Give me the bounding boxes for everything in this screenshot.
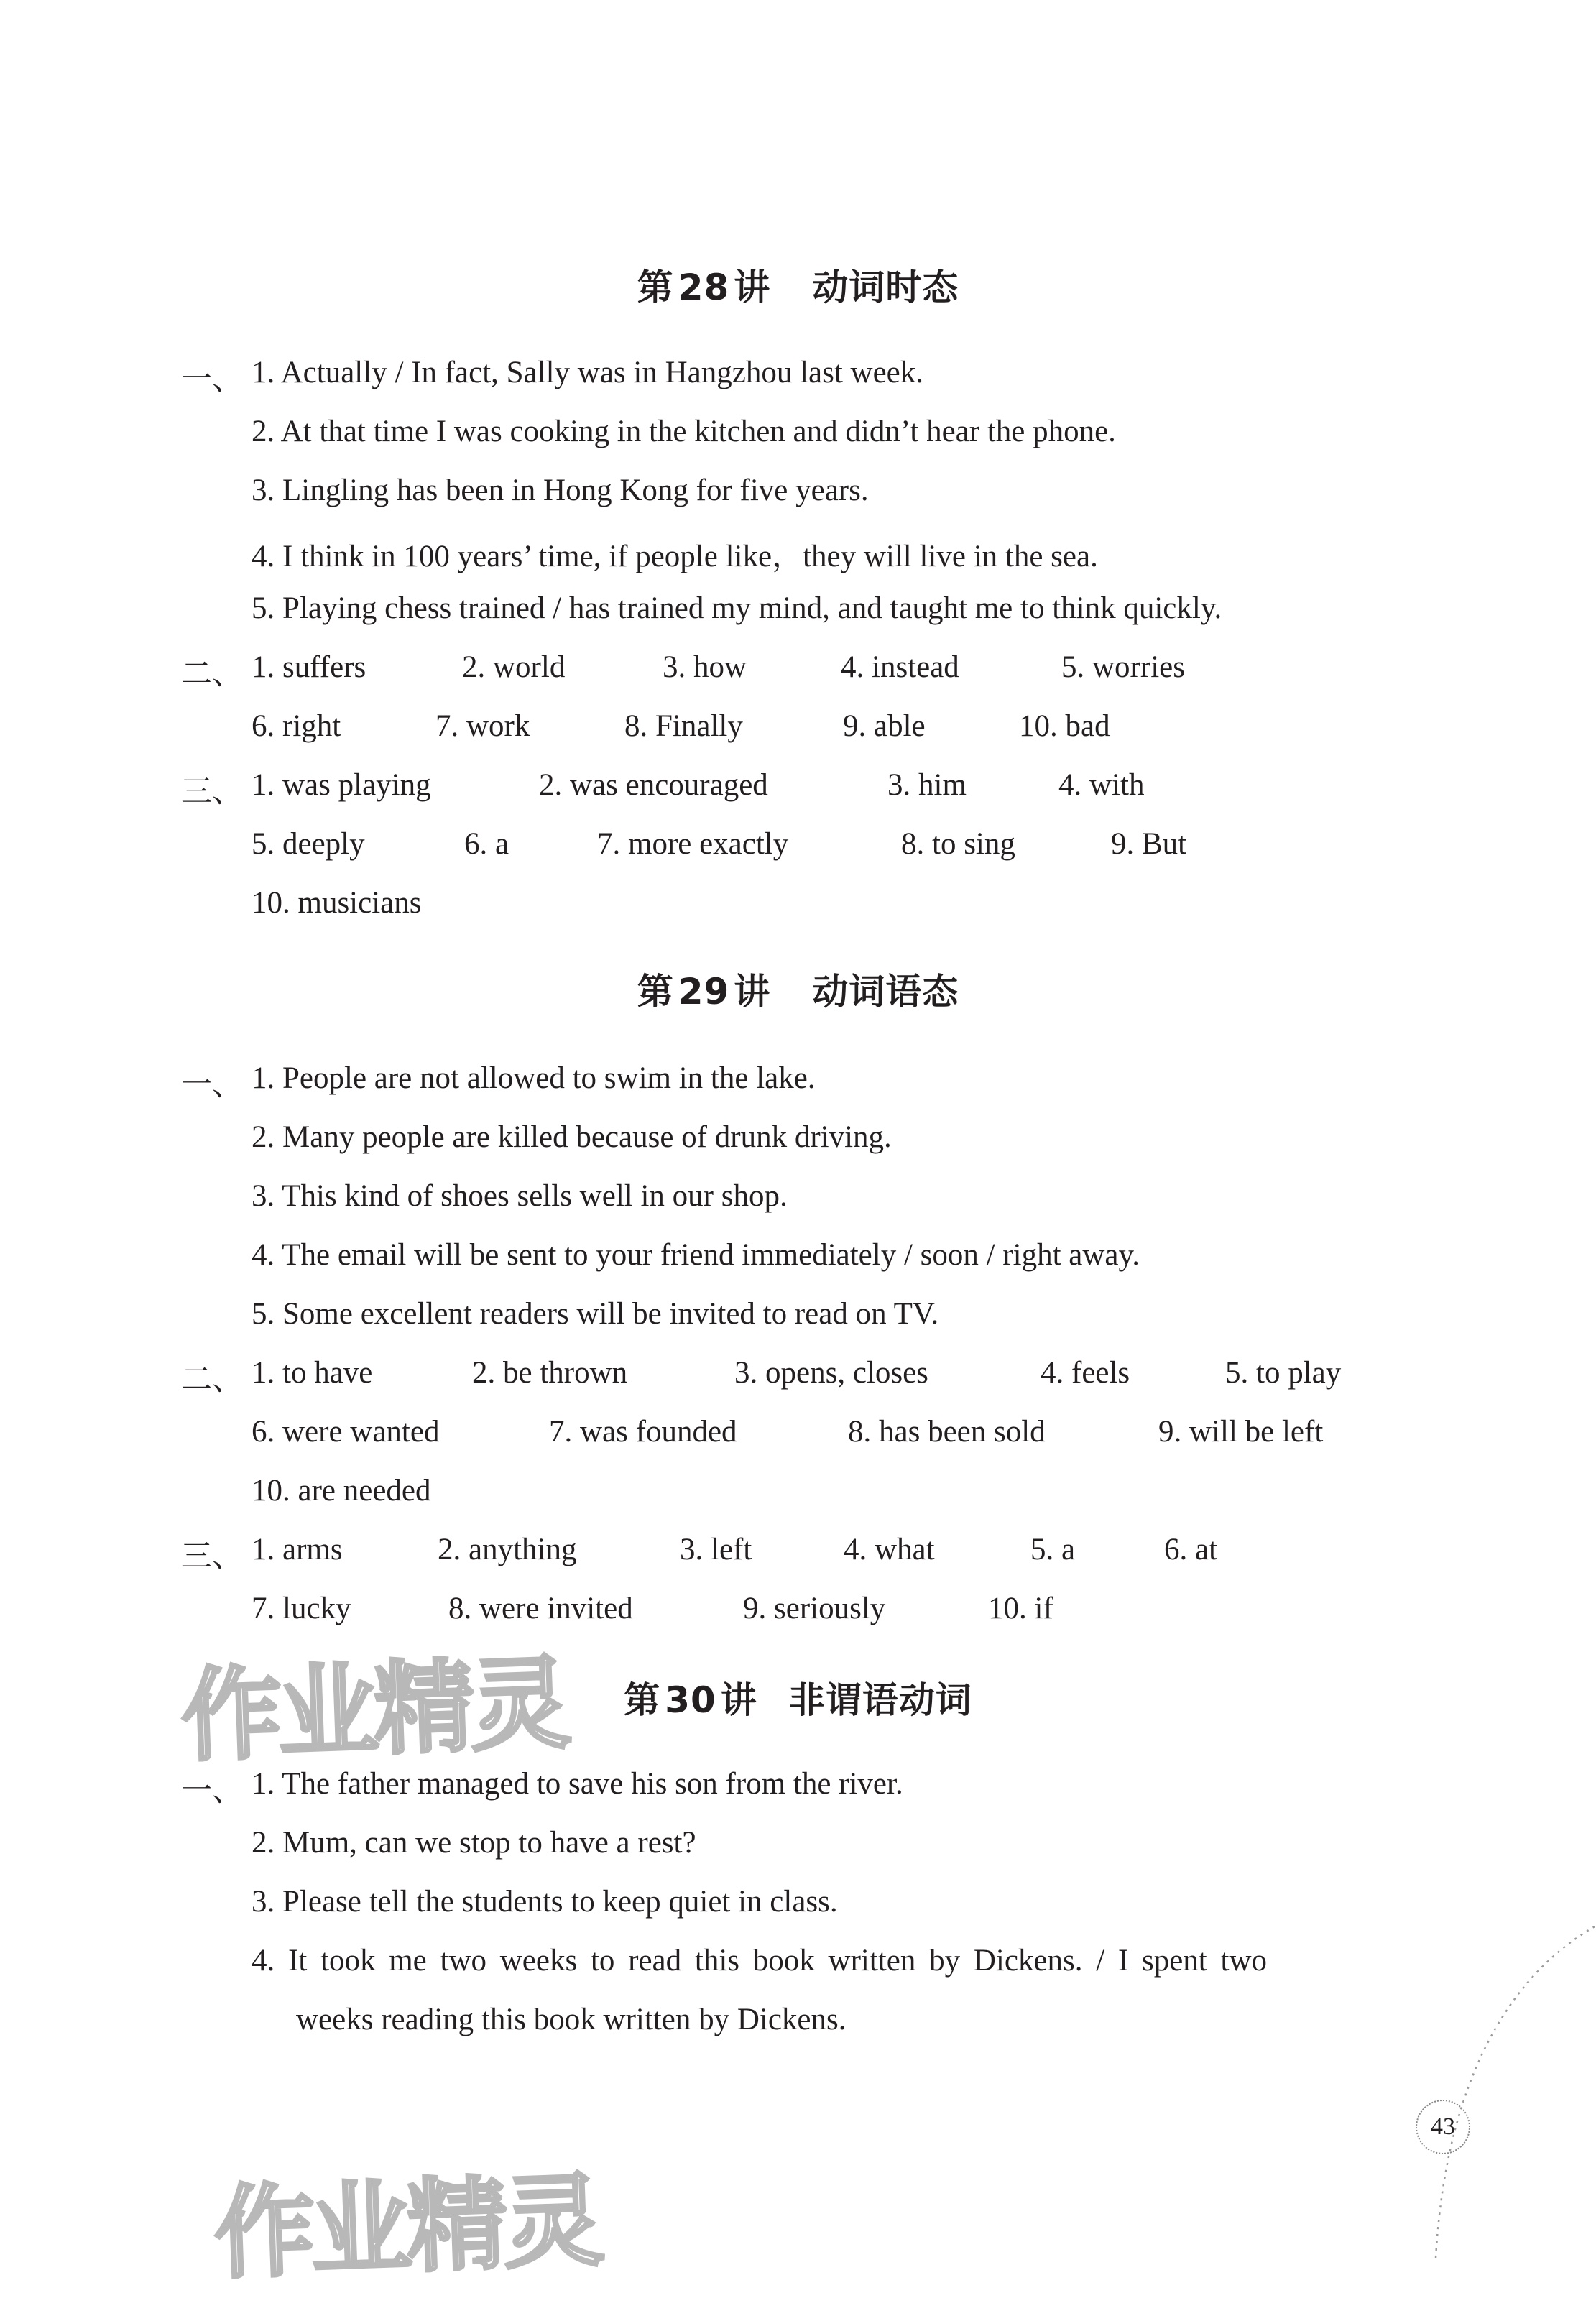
answer-item: 9. seriously xyxy=(743,1592,886,1625)
answer-item: 7. was founded xyxy=(549,1415,737,1449)
watermark-logo: 作业精灵 xyxy=(179,1645,569,1776)
answer-item: 6. were wanted xyxy=(252,1415,440,1449)
answer-item: 6. a xyxy=(464,827,509,861)
answer-line: 5. Playing chess trained / has trained my mind, and taught me to think quickly. xyxy=(252,591,1222,625)
answer-item: 10. if xyxy=(988,1592,1053,1625)
watermark-logo: 作业精灵 xyxy=(212,2162,602,2294)
answer-item: 7. lucky xyxy=(252,1592,351,1625)
part-one-mark: 一、 xyxy=(181,361,243,397)
answer-item: 1. arms xyxy=(252,1533,343,1566)
answer-line: 2. Mum, can we stop to have a rest? xyxy=(252,1826,696,1860)
answer-item: 4. with xyxy=(1058,768,1145,802)
lesson-30-heading: 第 30 讲 非谓语动词 xyxy=(624,1679,972,1721)
answer-item: 9. will be left xyxy=(1158,1415,1324,1449)
answer-item: 10. are needed xyxy=(252,1474,431,1508)
answer-item: 1. was playing xyxy=(252,768,431,802)
answer-item: 5. to play xyxy=(1225,1356,1342,1390)
page-number: 43 xyxy=(1416,2100,1470,2154)
answer-item: 4. what xyxy=(844,1533,935,1566)
answer-item: 8. to sing xyxy=(901,827,1015,861)
answer-line: 4. I think in 100 years’ time, if people like，they will live in the sea. xyxy=(252,540,1098,573)
answer-item: 3. how xyxy=(663,650,747,684)
answer-item: 7. work xyxy=(435,709,530,743)
answer-line: 1. People are not allowed to swim in the lake. xyxy=(252,1061,816,1095)
part-two-mark: 二、 xyxy=(181,1362,243,1398)
answer-item: 5. deeply xyxy=(252,827,365,861)
answer-item: 8. were invited xyxy=(448,1592,633,1625)
part-three-mark: 三、 xyxy=(181,1538,243,1574)
answer-item: 8. has been sold xyxy=(848,1415,1046,1449)
part-two-mark: 二、 xyxy=(181,656,243,692)
answer-line: 4. It took me two weeks to read this book written by Dickens. / I spent two xyxy=(252,1944,1268,1978)
answer-item: 1. suffers xyxy=(252,650,366,684)
answer-line: 1. Actually / In fact, Sally was in Hangzhou last week. xyxy=(252,356,924,389)
answer-item: 2. be thrown xyxy=(472,1356,628,1390)
part-one-mark: 一、 xyxy=(181,1067,243,1103)
answer-item: 5. a xyxy=(1030,1533,1076,1566)
answer-line: 3. Please tell the students to keep quiet in class. xyxy=(252,1885,838,1919)
answer-line: 4. The email will be sent to your friend immediately / soon / right away. xyxy=(252,1238,1140,1272)
answer-line: 1. The father managed to save his son from the river. xyxy=(252,1767,903,1801)
answer-item: 6. right xyxy=(252,709,341,743)
answer-item: 2. world xyxy=(462,650,566,684)
answer-item: 3. him xyxy=(887,768,967,802)
answer-item: 2. anything xyxy=(438,1533,577,1566)
answer-item: 4. feels xyxy=(1041,1356,1130,1390)
answer-item: 9. able xyxy=(843,709,926,743)
answer-line: weeks reading this book written by Dickens. xyxy=(296,2003,847,2036)
answer-item: 3. left xyxy=(680,1533,752,1566)
answer-line: 2. At that time I was cooking in the kitchen and didn’t hear the phone. xyxy=(252,415,1116,448)
answer-item: 3. opens, closes xyxy=(734,1356,928,1390)
answer-item: 7. more exactly xyxy=(597,827,789,861)
answer-item: 10. bad xyxy=(1019,709,1110,743)
answer-line: 3. Lingling has been in Hong Kong for five years. xyxy=(252,474,869,507)
answer-line: 3. This kind of shoes sells well in our shop. xyxy=(252,1179,788,1213)
answer-item: 2. was encouraged xyxy=(539,768,768,802)
answer-item: 8. Finally xyxy=(624,709,743,743)
answer-item: 10. musicians xyxy=(252,886,422,920)
answer-line: 2. Many people are killed because of drunk driving. xyxy=(252,1120,892,1154)
part-one-mark: 一、 xyxy=(181,1773,243,1809)
lesson-28-heading: 第 28 讲 动词时态 xyxy=(637,267,959,308)
answer-item: 4. instead xyxy=(841,650,959,684)
answer-line: 5. Some excellent readers will be invited to read on TV. xyxy=(252,1297,939,1331)
answer-item: 1. to have xyxy=(252,1356,373,1390)
answer-item: 9. But xyxy=(1111,827,1187,861)
answer-item: 5. worries xyxy=(1061,650,1185,684)
answer-item: 6. at xyxy=(1164,1533,1218,1566)
lesson-29-heading: 第 29 讲 动词语态 xyxy=(637,971,959,1012)
part-three-mark: 三、 xyxy=(181,774,243,810)
